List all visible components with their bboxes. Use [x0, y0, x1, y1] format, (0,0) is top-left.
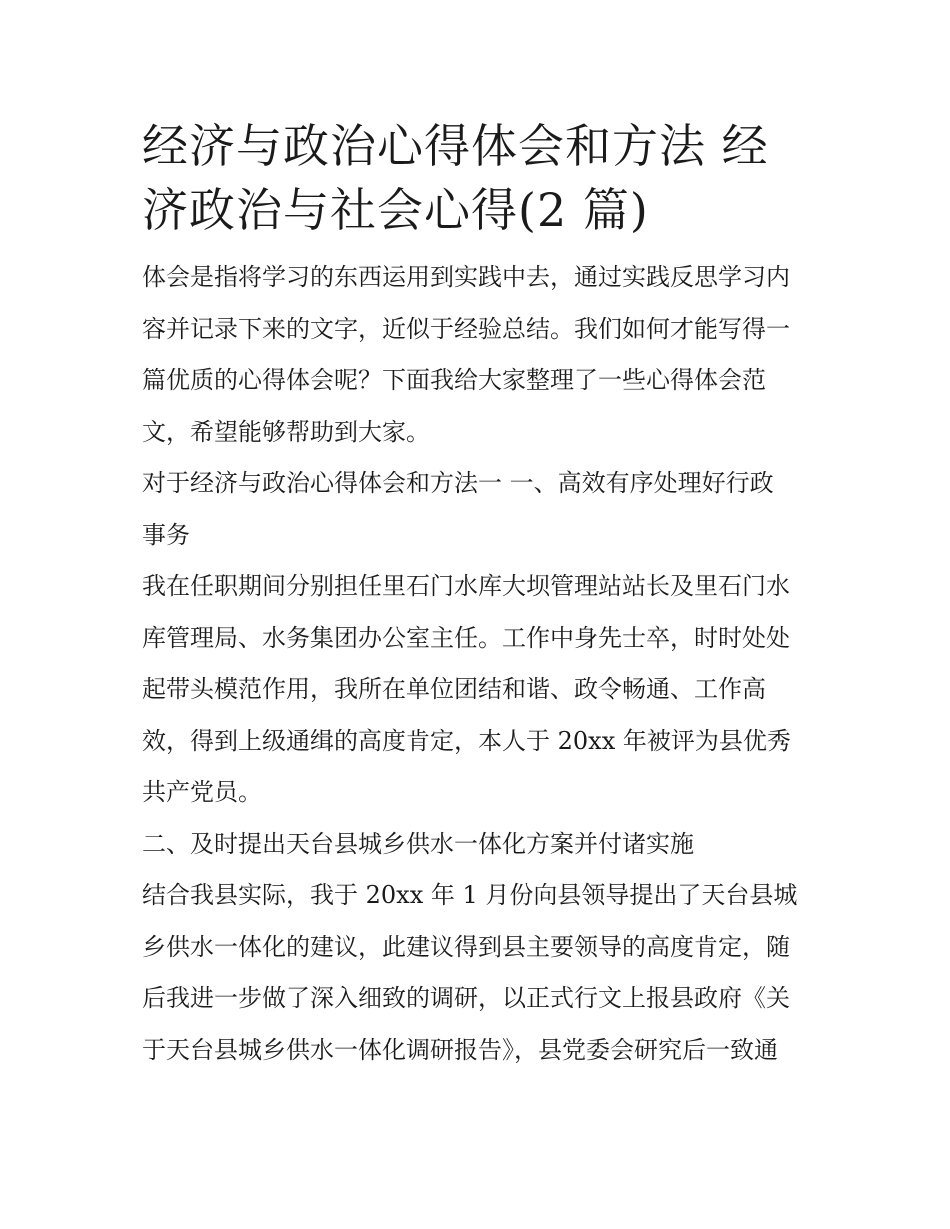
- text-line: 库管理局、水务集团办公室主任。工作中身先士卒，时时处处: [142, 623, 790, 652]
- text-line: 文，希望能够帮助到大家。: [142, 417, 430, 446]
- text-line: 于天台县城乡供水一体化调研报告》，县党委会研究后一致通: [142, 1035, 778, 1064]
- text-line: 共产党员。: [142, 778, 262, 806]
- text-line: 乡供水一体化的建议，此建议得到县主要领导的高度肯定，随: [142, 932, 790, 961]
- title-line: 济政治与社会心得(2 篇): [142, 183, 649, 237]
- text-line: 对于经济与政治心得体会和方法一 一、高效有序处理好行政: [142, 469, 774, 497]
- title-line: 经济与政治心得体会和方法 经: [142, 119, 769, 173]
- page-title: [142, 114, 814, 242]
- text-line: 事务: [142, 520, 190, 549]
- text-line: 起带头模范作用，我所在单位团结和谐、政令畅通、工作高: [142, 675, 766, 703]
- intro-paragraph: [142, 252, 814, 458]
- text-line: 体会是指将学习的东西运用到实践中去，通过实践反思学习内: [142, 263, 790, 291]
- document-body: [142, 114, 814, 1076]
- text-line: 篇优质的心得体会呢？下面我给大家整理了一些心得体会范: [142, 366, 766, 394]
- section-heading-1: [142, 458, 814, 561]
- text-line: 容并记录下来的文字，近似于经验总结。我们如何才能写得一: [142, 314, 790, 343]
- text-line: 我在任职期间分别担任里石门水库大坝管理站站长及里石门水: [142, 572, 790, 600]
- body-paragraph: [142, 561, 814, 819]
- text-line: 效，得到上级通缉的高度肯定，本人于 20xx 年被评为县优秀: [142, 726, 791, 755]
- text-line: 后我进一步做了深入细致的调研，以正式行文上报县政府《关: [142, 984, 790, 1012]
- section-heading-2: [142, 819, 814, 871]
- text-line: 二、及时提出天台县城乡供水一体化方案并付诸实施: [142, 829, 694, 858]
- body-paragraph: [142, 870, 814, 1076]
- text-line: 结合我县实际，我于 20xx 年 1 月份向县领导提出了天台县城: [142, 881, 798, 909]
